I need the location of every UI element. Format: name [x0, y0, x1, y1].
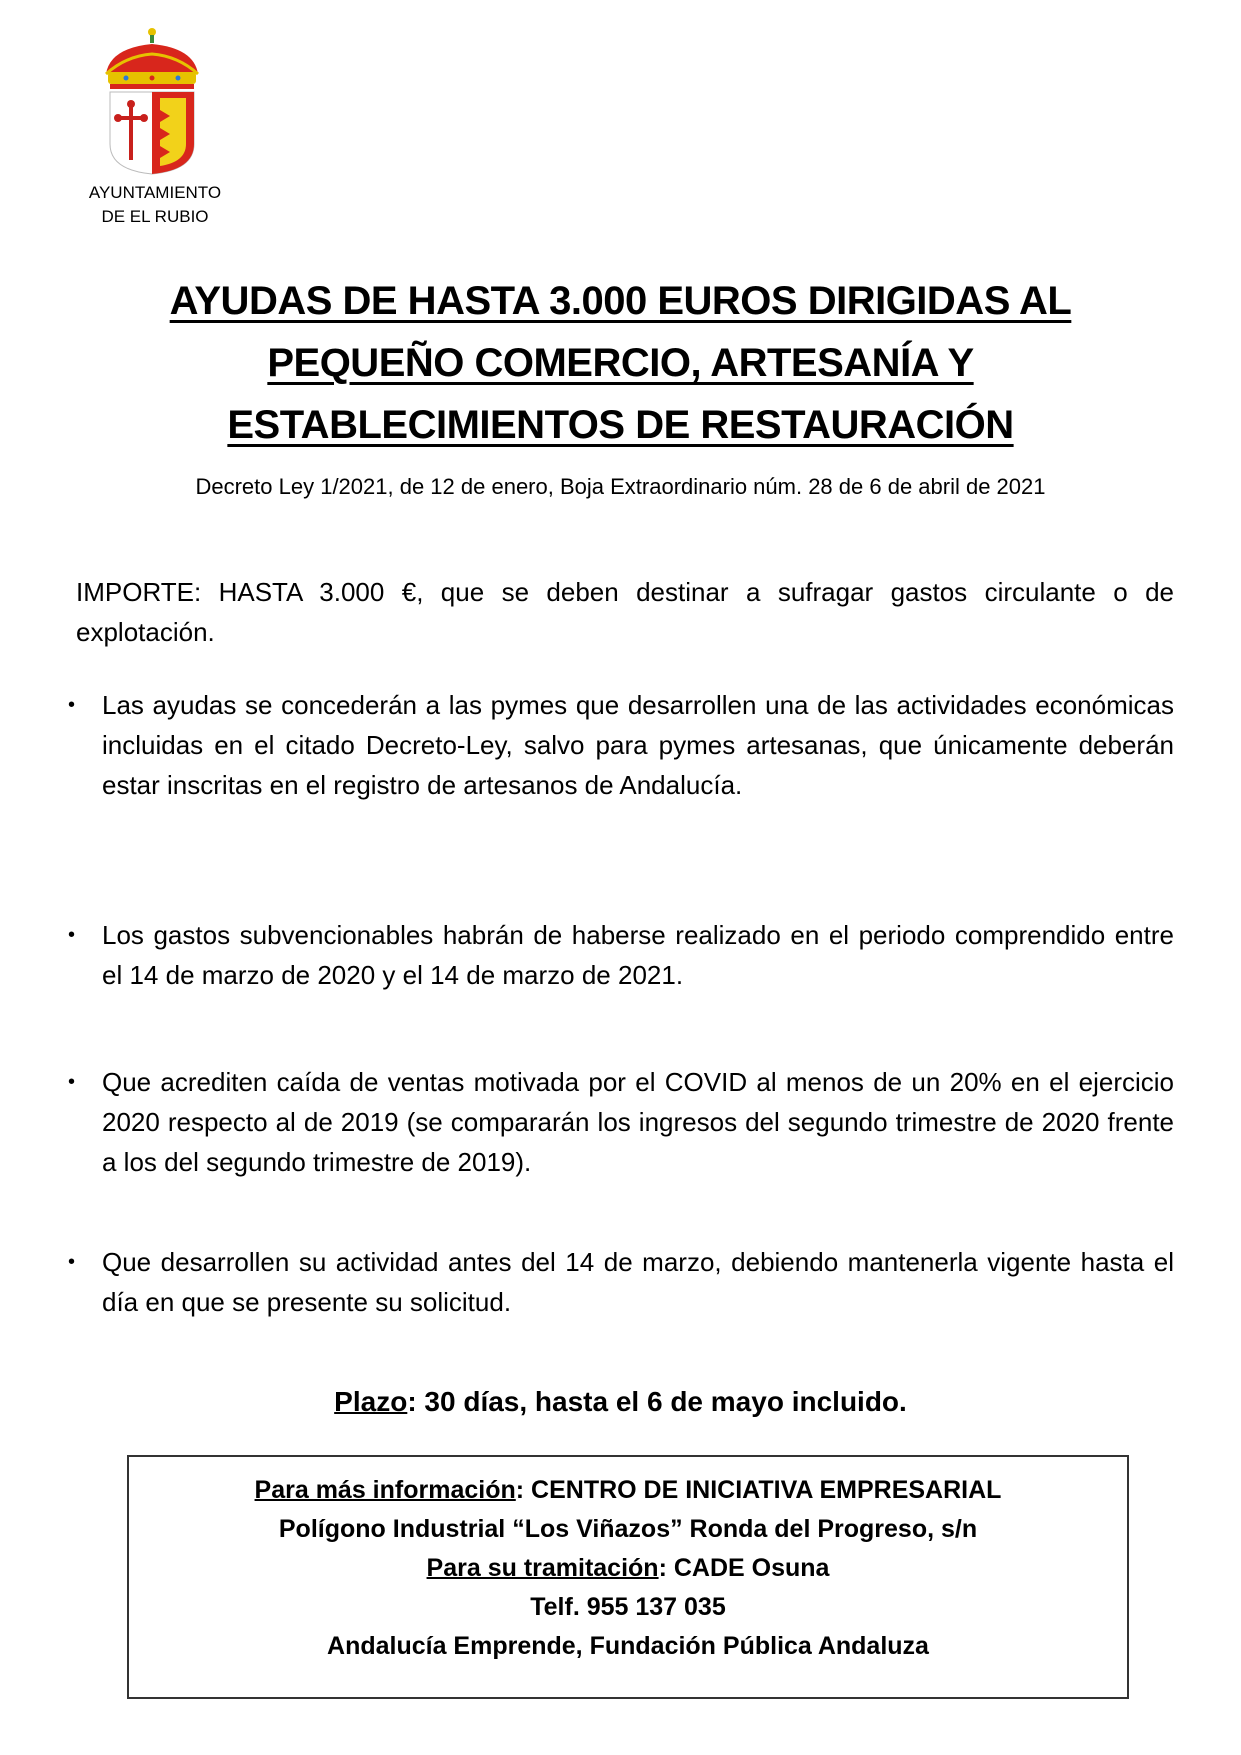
list-item [68, 685, 1174, 805]
info-text: : CENTRO DE INICIATIVA EMPRESARIAL [515, 1476, 1002, 1504]
deadline-label: Plazo [334, 1386, 408, 1417]
tramite-label: Para su tramitación [426, 1554, 659, 1582]
list-item [68, 1062, 1174, 1182]
title-line-3: ESTABLECIMIENTOS DE RESTAURACIÓN [227, 403, 1014, 447]
title-line-1: AYUDAS DE HASTA 3.000 EUROS DIRIGIDAS AL [169, 279, 1072, 323]
info-line [129, 1471, 1127, 1510]
bullet-icon: • [68, 1071, 76, 1093]
tramite-text: : CADE Osuna [658, 1554, 830, 1582]
org-name-line2: DE EL RUBIO [101, 207, 209, 226]
list-item-text: Que acrediten caída de ventas motivada por el COVID al menos de un 20% en el ejercicio 2020 respecto al de 2019 (se compararán los ingresos del segundo trimestre de 2020 frente a los del segundo trimestre de 2019). [102, 1067, 1174, 1177]
importe-paragraph: IMPORTE: HASTA 3.000 €, que se deben destinar a sufragar gastos circulante o de explotación. [76, 577, 1174, 647]
title-line-2: PEQUEÑO COMERCIO, ARTESANÍA Y [267, 341, 974, 385]
phone-number: Telf. 955 137 035 [530, 1593, 726, 1621]
decree-reference: Decreto Ley 1/2021, de 12 de enero, Boja Extraordinario núm. 28 de 6 de abril de 2021 [195, 474, 1046, 499]
page-title [0, 270, 1241, 456]
bullet-icon: • [68, 924, 76, 946]
deadline-text: : 30 días, hasta el 6 de mayo incluido. [407, 1386, 907, 1417]
contact-info-box [127, 1455, 1129, 1699]
bullet-icon: • [68, 1251, 76, 1273]
deadline [0, 1386, 1241, 1418]
org-name-line1: AYUNTAMIENTO [88, 183, 222, 202]
list-item [68, 1242, 1174, 1322]
coat-of-arms-icon [96, 26, 208, 176]
list-item-text: Los gastos subvencionables habrán de haberse realizado en el periodo comprendido entre el 14 de marzo de 2020 y el 14 de marzo de 2021. [102, 920, 1174, 990]
list-item-text: Que desarrollen su actividad antes del 14 de marzo, debiendo mantenerla vigente hasta el día en que se presente su solicitud. [102, 1247, 1174, 1317]
list-item [68, 915, 1174, 995]
bullet-icon: • [68, 694, 76, 716]
tramite-line [129, 1549, 1127, 1588]
list-item-text: Las ayudas se concederán a las pymes que desarrollen una de las actividades económicas incluidas en el citado Decreto-Ley, salvo para pymes artesanas, que únicamente deberán estar inscritas en el registro de artesanos de Andalucía. [102, 690, 1174, 800]
address: Polígono Industrial “Los Viñazos” Ronda del Progreso, s/n [278, 1515, 978, 1543]
organization: Andalucía Emprende, Fundación Pública Andaluza [327, 1632, 929, 1660]
info-label: Para más información [254, 1476, 516, 1504]
